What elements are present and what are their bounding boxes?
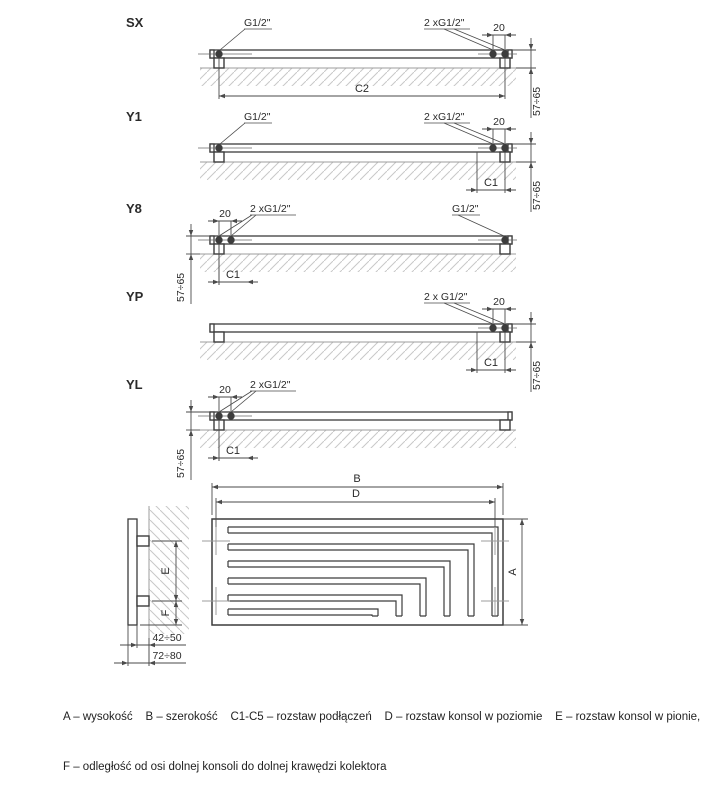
section-Y8 <box>126 201 517 304</box>
radiator-panel-side-view <box>128 519 137 625</box>
connection-port <box>502 51 508 57</box>
leader-line <box>231 391 256 412</box>
pair-gap-dimension: 20 <box>493 116 505 128</box>
connection-port <box>502 325 508 331</box>
dimension-arrow <box>247 280 253 284</box>
dimension-arrow <box>122 661 128 665</box>
leader-line <box>458 215 504 236</box>
connection-port <box>216 237 222 243</box>
connection-spacing-dimension: C1 <box>483 357 499 369</box>
dimension-arrow <box>505 127 511 131</box>
dimension-arrow <box>487 127 493 131</box>
dimension-arrow <box>131 643 137 647</box>
wall-hatch <box>200 430 516 448</box>
radiator-body-top-view <box>210 236 512 244</box>
mounting-bracket <box>137 596 149 606</box>
section-SX <box>126 15 543 118</box>
bottom-offset-dimension: F <box>160 609 172 617</box>
mounting-bracket <box>500 244 510 254</box>
dimension-arrow <box>529 342 533 348</box>
dimension-arrow <box>505 307 511 311</box>
wall-offset-dimension: 57÷65 <box>175 272 187 302</box>
connection-spacing-dimension: C1 <box>225 269 241 281</box>
wall-offset-dimension: 57÷65 <box>531 86 543 116</box>
wall-offset-dimension: 57÷65 <box>175 448 187 478</box>
dimension-arrow <box>189 430 193 436</box>
legend-line-2: F – odległość od osi dolnej konsoli do dolnej krawędzi kolektora <box>63 761 387 774</box>
wall-offset-dimension: 57÷65 <box>531 360 543 390</box>
single-port-label: G1/2" <box>244 17 271 29</box>
console-vertical-dimension: E <box>160 567 172 575</box>
pair-port-label: 2 xG1/2" <box>250 203 291 215</box>
legend-line-1: A – wysokość B – szerokość C1-C5 – rozstaw podłączeń D – rozstaw konsol w poziomie E – rozstaw konsol w pionie, <box>63 711 701 724</box>
dimension-arrow <box>219 94 225 98</box>
section-YL <box>126 377 516 480</box>
radiator-body-top-view <box>210 324 512 332</box>
mounting-bracket <box>214 332 224 342</box>
dimension-arrow <box>212 485 218 489</box>
pair-gap-dimension: 20 <box>219 384 231 396</box>
dimension-arrow <box>247 456 253 460</box>
leader-line <box>220 123 245 144</box>
dimension-arrow <box>505 188 511 192</box>
radiator-end-cap <box>508 412 512 420</box>
bracket-depth-dimension: 42÷50 <box>152 632 182 644</box>
section-Y1 <box>126 109 543 212</box>
connection-port <box>228 237 234 243</box>
width-dimension: B <box>353 473 361 485</box>
section-code: Y1 <box>126 109 142 124</box>
dimension-arrow <box>471 368 477 372</box>
dimension-arrow <box>213 456 219 460</box>
dimension-arrow <box>216 500 222 504</box>
connection-port <box>228 413 234 419</box>
leader-line <box>444 29 493 50</box>
wall-hatch <box>200 162 516 180</box>
dimension-arrow <box>505 368 511 372</box>
dimension-arrow <box>487 33 493 37</box>
dimension-arrow <box>499 94 505 98</box>
side-view <box>114 506 189 666</box>
connection-variant-sections <box>126 15 543 480</box>
dimension-arrow <box>471 188 477 192</box>
section-code: SX <box>126 15 144 30</box>
console-horizontal-dimension: D <box>352 488 360 500</box>
leader-line <box>231 215 256 236</box>
mounting-bracket <box>500 420 510 430</box>
dimension-arrow <box>487 307 493 311</box>
connection-port <box>490 51 496 57</box>
dimension-arrow <box>213 280 219 284</box>
section-code: Y8 <box>126 201 142 216</box>
dimension-arrow <box>505 33 511 37</box>
dimension-arrow <box>529 138 533 144</box>
mounting-bracket <box>214 152 224 162</box>
connection-port <box>490 325 496 331</box>
leader-line <box>444 123 493 144</box>
single-port-label: G1/2" <box>452 203 479 215</box>
pair-port-label: 2 xG1/2" <box>250 379 291 391</box>
wall-offset-dimension: 57÷65 <box>531 180 543 210</box>
connection-port <box>216 51 222 57</box>
dimension-arrow <box>497 485 503 489</box>
leader-line <box>444 303 493 324</box>
section-code: YP <box>126 289 144 304</box>
connection-spacing-dimension: C1 <box>225 445 241 457</box>
radiator-end-cap <box>210 324 214 332</box>
height-dimension: A <box>507 568 519 576</box>
radiator-body-top-view <box>210 144 512 152</box>
section-code: YL <box>126 377 143 392</box>
legend <box>63 676 713 809</box>
dimension-arrow <box>189 406 193 412</box>
radiator-body-top-view <box>210 50 512 58</box>
dimension-arrow <box>231 219 237 223</box>
dimension-arrow <box>213 395 219 399</box>
dimension-arrow <box>231 395 237 399</box>
dimension-arrow <box>529 44 533 50</box>
dimension-arrow <box>529 68 533 74</box>
front-view <box>202 473 528 625</box>
leader-line <box>220 29 245 50</box>
pair-gap-dimension: 20 <box>493 22 505 34</box>
single-port-label: G1/2" <box>244 111 271 123</box>
pair-gap-dimension: 20 <box>493 296 505 308</box>
total-depth-dimension: 72÷80 <box>152 650 182 662</box>
pair-port-label: 2 x G1/2" <box>424 291 468 303</box>
mounting-bracket <box>137 536 149 546</box>
radiator-body-top-view <box>210 412 512 420</box>
connection-spacing-dimension: C1 <box>483 177 499 189</box>
dimension-arrow <box>529 318 533 324</box>
wall-hatch <box>200 254 516 272</box>
connection-port <box>216 145 222 151</box>
section-YP <box>126 289 543 392</box>
dimension-arrow <box>520 619 524 625</box>
pair-gap-dimension: 20 <box>219 208 231 220</box>
connection-port <box>502 145 508 151</box>
dimension-arrow <box>520 519 524 525</box>
pair-port-label: 2 xG1/2" <box>424 111 465 123</box>
connection-port <box>216 413 222 419</box>
connection-port <box>502 237 508 243</box>
connection-port <box>490 145 496 151</box>
dimension-arrow <box>213 219 219 223</box>
dimension-arrow <box>189 230 193 236</box>
pair-port-label: 2 xG1/2" <box>424 17 465 29</box>
dimension-arrow <box>189 254 193 260</box>
dimension-arrow <box>529 162 533 168</box>
connection-spacing-dimension: C2 <box>354 83 370 95</box>
wall-hatch <box>200 342 516 360</box>
dimension-arrow <box>489 500 495 504</box>
